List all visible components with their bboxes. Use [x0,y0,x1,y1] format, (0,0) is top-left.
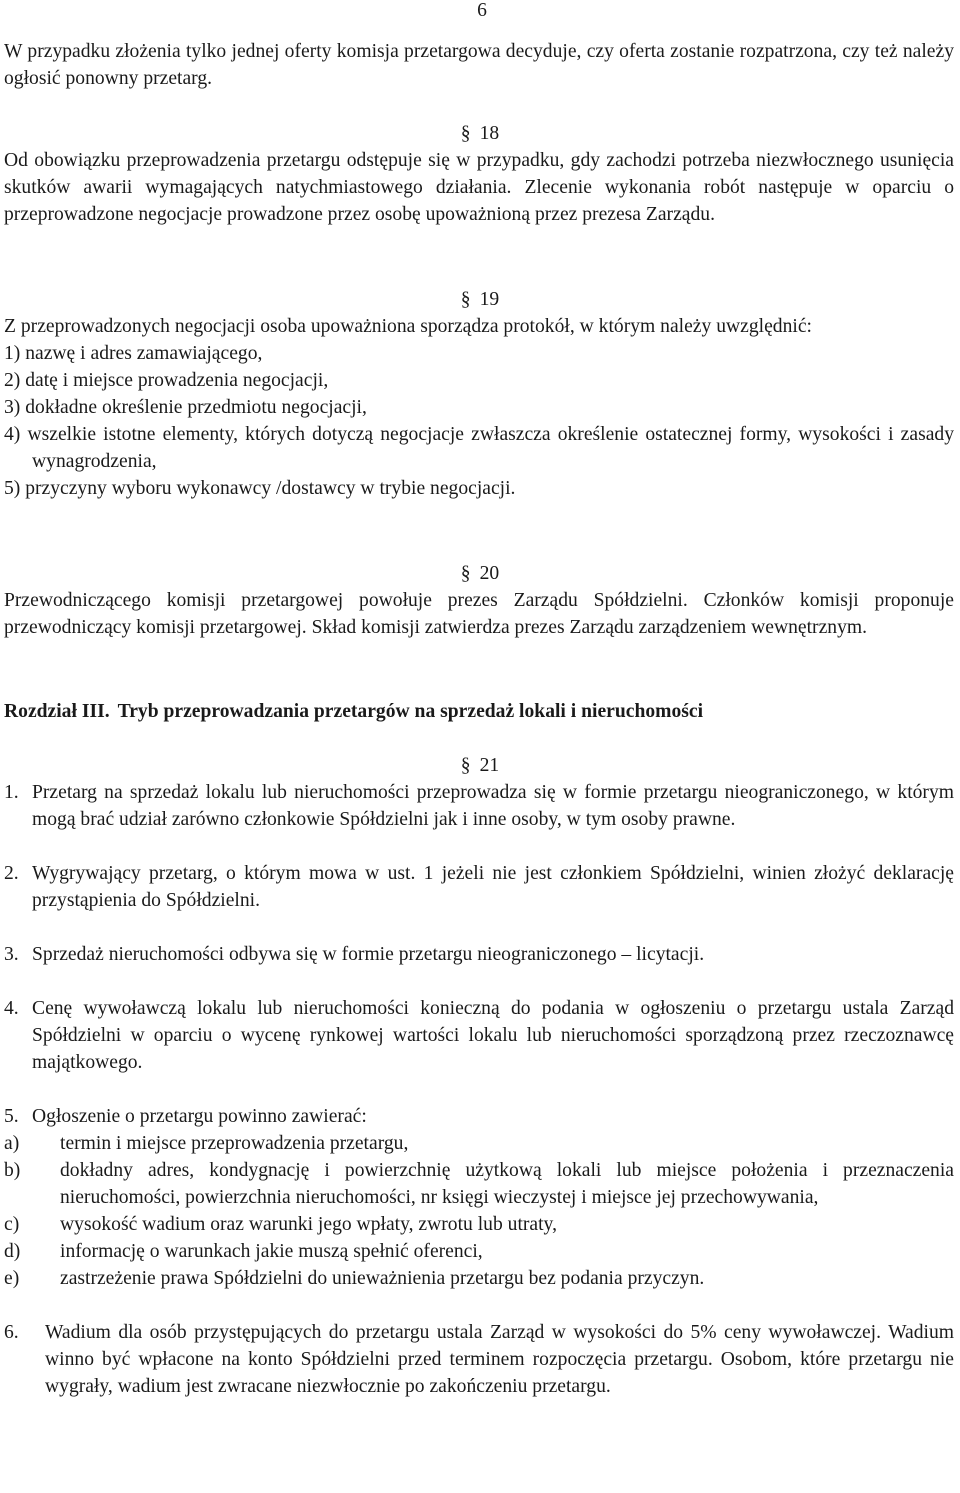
list-item [4,1319,954,1400]
section-mark: § [460,289,471,310]
list-item [4,1130,954,1157]
chapter-title: Tryb przeprowadzania przetargów na sprzedaż lokali i nieruchomości [117,701,704,722]
item-text: informację o warunkach jakie muszą spełnić oferenci, [60,1241,483,1262]
list-item [4,1211,954,1238]
item-number: e) [4,1268,20,1289]
item-number: a) [4,1133,20,1154]
item-number: b) [4,1160,21,1181]
item-number: 5. [4,1106,19,1127]
section-number: 20 [479,563,500,584]
section-19-heading [0,286,960,313]
item-text: termin i miejsce przeprowadzenia przetargu, [60,1133,409,1154]
list-item [4,779,954,833]
section-number: 18 [479,123,500,144]
list-item: 5) przyczyny wyboru wykonawcy /dostawcy w trybie negocjacji. [4,478,516,499]
section-mark: § [460,755,471,776]
item-number: 3. [4,944,19,965]
item-number: 1. [4,782,19,803]
section-number: 19 [479,289,500,310]
list-item [4,995,954,1076]
section-mark: § [460,123,471,144]
section-19-intro: Z przeprowadzonych negocjacji osoba upoważniona sporządza protokół, w którym należy uwzględnić: [4,316,812,337]
item-text: dokładny adres, kondygnację i powierzchnię użytkową lokali lub miejsce położenia i przeznaczenia nieruchomości, powierzchnia nieruchomości, nr księgi wieczystej i miejsce jej przechowywania, [60,1160,954,1208]
page-number: 6 [477,0,487,21]
item-number: 6. [4,1322,19,1343]
item-number: c) [4,1214,20,1235]
list-item [4,1157,954,1211]
protocol-list [4,340,954,502]
list-item: 4) wszelkie istotne elementy, których dotyczą negocjacje zwłaszcza określenie ostatecznej formy, wysokości i zasady wynagrodzenia, [4,424,954,472]
chapter-label: Rozdział III. [4,701,110,722]
item-text: Cenę wywoławczą lokalu lub nieruchomości konieczną do podania w ogłoszeniu o przetargu ustala Zarząd Spółdzielni w oparciu o wycenę rynkowej wartości lokalu lub nieruchomości sporządzoną przez rzeczoznawcę majątkowego. [32,998,954,1073]
item-text: zastrzeżenie prawa Spółdzielni do unieważnienia przetargu bez podania przyczyn. [60,1268,705,1289]
item-text: Wygrywający przetarg, o którym mowa w ust. 1 jeżeli nie jest członkiem Spółdzielni, winien złożyć deklarację przystąpienia do Spółdzielni. [32,863,954,911]
list-item [4,860,954,914]
item-text: Przetarg na sprzedaż lokalu lub nieruchomości przeprowadza się w formie przetargu nieograniczonego, w którym mogą brać udział zarówno członkowie Spółdzielni jak i inne osoby, w tym osoby prawne. [32,782,954,830]
intro-paragraph: W przypadku złożenia tylko jednej oferty komisja przetargowa decyduje, czy oferta zostanie rozpatrzona, czy też należy ogłosić ponowny przetarg. [4,41,954,89]
item-text: Ogłoszenie o przetargu powinno zawierać: [32,1106,367,1127]
section-18-heading [0,120,960,147]
list-item: 1) nazwę i adres zamawiającego, [4,343,263,364]
list-item [4,1238,954,1265]
list-item [4,1265,954,1292]
item-number: 2. [4,863,19,884]
list-item [4,1103,954,1130]
item-text: Sprzedaż nieruchomości odbywa się w formie przetargu nieograniczonego – licytacji. [32,944,705,965]
list-item: 2) datę i miejsce prowadzenia negocjacji, [4,370,329,391]
section-21-body [4,779,954,1400]
item-text: wysokość wadium oraz warunki jego wpłaty, zwrotu lub utraty, [60,1214,557,1235]
section-21-heading [0,752,960,779]
item-number: d) [4,1241,21,1262]
section-20-heading [0,560,960,587]
section-18-text: Od obowiązku przeprowadzenia przetargu odstępuje się w przypadku, gdy zachodzi potrzeba niezwłocznego usunięcia skutków awarii wymagających natychmiastowego działania. Zlecenie wykonania robót następuje w oparciu o przeprowadzone negocjacje prowadzone przez osobę upoważnioną przez prezesa Zarządu. [4,150,954,225]
item-text: Wadium dla osób przystępujących do przetargu ustala Zarząd w wysokości do 5% ceny wywoławczej. Wadium winno być wpłacone na konto Spółdzielni przed terminem rozpoczęcia przetargu. Osobom, które przetargu nie wygrały, wadium jest zwracane niezwłocznie po zakończeniu przetargu. [45,1322,954,1397]
item-number: 4. [4,998,19,1019]
section-20-text: Przewodniczącego komisji przetargowej powołuje prezes Zarządu Spółdzielni. Członków komisji proponuje przewodniczący komisji przetargowej. Skład komisji zatwierdza prezes Zarządu zarządzeniem wewnętrznym. [4,590,954,638]
list-item [4,941,954,968]
section-mark: § [460,563,471,584]
list-item: 3) dokładne określenie przedmiotu negocjacji, [4,397,367,418]
section-19-body [4,313,954,502]
chapter-heading [4,698,954,725]
announcement-contents-list [4,1130,954,1292]
section-number: 21 [479,755,500,776]
